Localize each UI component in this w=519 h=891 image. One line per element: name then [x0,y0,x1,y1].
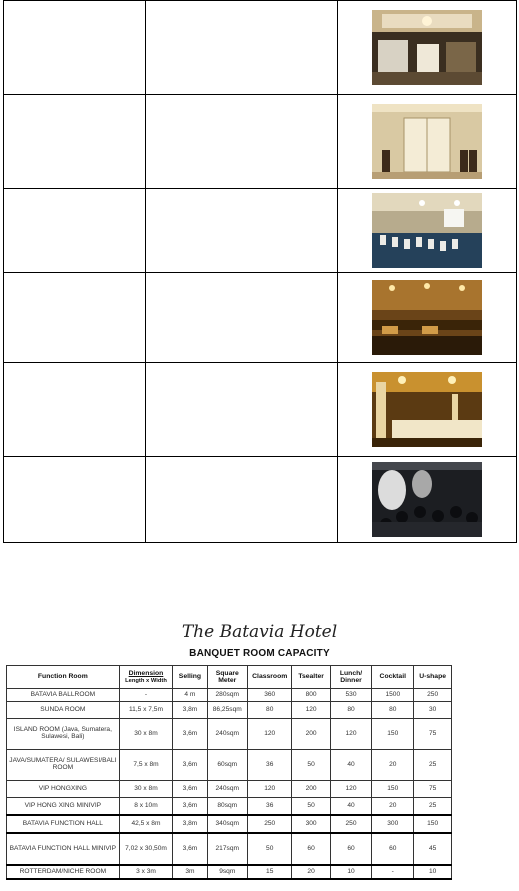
room-cocktail: 150 [372,719,414,750]
capacity-row [7,702,452,719]
header-lunch-dinner: Lunch/ Dinner [330,666,372,689]
room-theater: 50 [292,750,330,781]
room-ushape: 25 [414,798,452,816]
empty-cell [146,189,338,273]
empty-cell [146,95,338,189]
room-ushape: 45 [414,833,452,865]
room-classroom: 36 [247,798,292,816]
room-cocktail: 150 [372,781,414,798]
hotel-name: The Batavia Hotel [181,622,338,642]
room-theater: 200 [292,719,330,750]
door-photo [372,104,482,179]
capacity-row [7,719,452,750]
room-dimension: 42,5 x 8m [119,815,173,833]
room-ceiling: 3m [173,865,207,879]
capacity-row [7,781,452,798]
room-sqm: 240sqm [207,719,247,750]
meeting-room-photo [372,193,482,268]
room-ceiling: 3,8m [173,815,207,833]
room-theater: 20 [292,865,330,879]
photo-row [4,363,517,457]
header-ushape: U-shape [414,666,452,689]
capacity-row [7,750,452,781]
room-dimension: 7,02 x 30,50m [119,833,173,865]
room-cocktail: 300 [372,815,414,833]
room-theater: 120 [292,702,330,719]
room-name: BATAVIA BALLROOM [7,689,120,702]
room-name: JAVA/SUMATERA/ SULAWESI/BALI ROOM [7,750,120,781]
header-function-room: Function Room [7,666,120,689]
room-cocktail: 1500 [372,689,414,702]
room-sqm: 86,25sqm [207,702,247,719]
room-ushape: 75 [414,781,452,798]
lounge-photo [372,280,482,355]
empty-cell [146,363,338,457]
room-cocktail: 80 [372,702,414,719]
room-classroom: 50 [247,833,292,865]
room-ceiling: 3,6m [173,833,207,865]
room-name: SUNDA ROOM [7,702,120,719]
photo-row [4,273,517,363]
room-ceiling: 3,6m [173,750,207,781]
room-cocktail: 60 [372,833,414,865]
empty-cell [146,457,338,543]
photo-cell [338,273,517,363]
header-dimension-label: Dimension [128,670,164,678]
room-ushape: 75 [414,719,452,750]
room-dimension: 3 x 3m [119,865,173,879]
empty-cell [4,273,146,363]
capacity-table [6,665,452,880]
room-classroom: 120 [247,781,292,798]
room-ceiling: 3,6m [173,798,207,816]
header-cocktail: Cocktail [372,666,414,689]
room-ceiling: 4 m [173,689,207,702]
room-sqm: 60sqm [207,750,247,781]
room-lunch: 10 [330,865,372,879]
room-classroom: 120 [247,719,292,750]
room-dimension: - [119,689,173,702]
empty-cell [4,189,146,273]
room-ceiling: 3,6m [173,781,207,798]
room-dimension: 8 x 10m [119,798,173,816]
room-name: ROTTERDAM/NICHE ROOM [7,865,120,879]
room-lunch: 120 [330,781,372,798]
header-classroom: Classroom [247,666,292,689]
capacity-row [7,815,452,833]
room-name: VIP HONG XING MINIVIP [7,798,120,816]
room-name: ISLAND ROOM (Java, Sumatera, Sulawesi, Bali) [7,719,120,750]
room-sqm: 340sqm [207,815,247,833]
photo-cell [338,363,517,457]
ballroom-photo [372,10,482,85]
room-classroom: 80 [247,702,292,719]
header-dimension [119,666,173,689]
room-cocktail: - [372,865,414,879]
room-lunch: 530 [330,689,372,702]
room-name: VIP HONGXING [7,781,120,798]
photo-row [4,1,517,95]
hall-photo [372,372,482,447]
room-ushape: 25 [414,750,452,781]
room-name: BATAVIA FUNCTION HALL [7,815,120,833]
room-dimension: 30 x 8m [119,781,173,798]
room-ushape: 250 [414,689,452,702]
room-classroom: 360 [247,689,292,702]
photo-cell [338,189,517,273]
divider-line [340,542,420,543]
capacity-row [7,798,452,816]
photo-row [4,95,517,189]
room-lunch: 120 [330,719,372,750]
empty-cell [4,457,146,543]
theater-photo [372,462,482,537]
banquet-title: BANQUET ROOM CAPACITY [189,648,330,659]
header-ceiling: Selling [173,666,207,689]
room-theater: 800 [292,689,330,702]
capacity-row [7,833,452,865]
photo-row [4,457,517,543]
empty-cell [4,1,146,95]
room-sqm: 9sqm [207,865,247,879]
header-dimension-sub: Length x Width [125,677,167,684]
room-lunch: 80 [330,702,372,719]
room-ushape: 150 [414,815,452,833]
room-dimension: 11,5 x 7,5m [119,702,173,719]
room-theater: 300 [292,815,330,833]
photo-cell [338,457,517,543]
room-lunch: 40 [330,798,372,816]
room-theater: 50 [292,798,330,816]
room-classroom: 250 [247,815,292,833]
room-theater: 60 [292,833,330,865]
header-square-meter: Square Meter [207,666,247,689]
header-theater: Tsealter [292,666,330,689]
photo-cell [338,95,517,189]
room-lunch: 250 [330,815,372,833]
photo-row [4,189,517,273]
room-ceiling: 3,6m [173,719,207,750]
room-name: BATAVIA FUNCTION HALL MINIVIP [7,833,120,865]
capacity-row [7,689,452,702]
room-lunch: 40 [330,750,372,781]
capacity-header-row [7,666,452,689]
room-lunch: 60 [330,833,372,865]
room-classroom: 15 [247,865,292,879]
divider-line [3,542,121,543]
empty-cell [146,273,338,363]
room-dimension: 7,5 x 8m [119,750,173,781]
room-sqm: 280sqm [207,689,247,702]
room-ushape: 10 [414,865,452,879]
room-sqm: 217sqm [207,833,247,865]
room-theater: 200 [292,781,330,798]
empty-cell [146,1,338,95]
room-cocktail: 20 [372,798,414,816]
empty-cell [4,363,146,457]
capacity-row [7,865,452,879]
room-dimension: 30 x 8m [119,719,173,750]
room-ushape: 30 [414,702,452,719]
empty-cell [4,95,146,189]
photo-cell [338,1,517,95]
room-photo-table [3,0,517,543]
room-classroom: 36 [247,750,292,781]
room-cocktail: 20 [372,750,414,781]
room-sqm: 240sqm [207,781,247,798]
room-sqm: 80sqm [207,798,247,816]
room-ceiling: 3,8m [173,702,207,719]
